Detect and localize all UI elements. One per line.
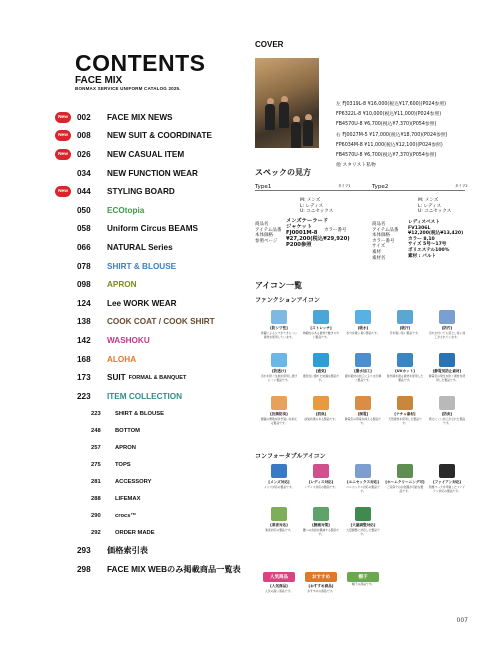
toc-page-number: 034 — [77, 168, 91, 178]
toc-sub-entry[interactable] — [55, 508, 250, 525]
icon-description: 伸縮性のある素材で動きやすい製品です。 — [302, 331, 340, 339]
toc-label: NEW CASUAL ITEM — [107, 149, 185, 159]
icon-cell — [426, 396, 468, 439]
icon-name: [レディス対応] — [308, 480, 334, 484]
toc-entry[interactable] — [55, 560, 250, 579]
icon-name: [大量調整対応] — [350, 523, 376, 527]
cover-item: 他 スタリスト私物 — [336, 163, 376, 169]
toc-label: Uniform Circus BEAMS — [107, 224, 198, 234]
spec-line-text: FV1306L — [408, 225, 431, 231]
function-icon — [271, 396, 287, 410]
function-icon — [355, 507, 371, 521]
toc-label: APRON — [115, 445, 136, 451]
icon-name: [吸水] — [357, 326, 369, 330]
toc-label: NEW FUNCTION WEAR — [107, 168, 198, 178]
icon-name: [ファイアン対応] — [432, 480, 462, 484]
new-badge: New — [55, 130, 71, 141]
function-icon — [271, 464, 287, 478]
size-legend-1 — [300, 198, 333, 215]
toc-label: SUIT — [107, 373, 126, 383]
icon-name: [通気] — [315, 369, 327, 373]
toc-label: SHIRT & BLOUSE — [107, 261, 177, 271]
toc-page-number: 298 — [77, 564, 91, 574]
table-of-contents — [55, 108, 250, 579]
spec-line-text: レディスベスト — [408, 220, 440, 225]
cover-item-list — [336, 100, 448, 171]
function-icon — [271, 310, 287, 324]
function-icon — [439, 310, 455, 324]
toc-entry[interactable] — [55, 182, 250, 201]
icon-description: 静電気の帯電を抑える製品です。 — [344, 417, 382, 425]
icon-cell — [258, 572, 300, 615]
spec-line-text: カラー 8,10 — [408, 236, 435, 242]
toc-entry[interactable] — [55, 368, 250, 387]
icons-heading: アイコン一覧 — [255, 281, 302, 290]
icon-name: [ストレッチ] — [310, 326, 332, 330]
icon-name: [消臭] — [315, 412, 327, 416]
function-icon — [439, 464, 455, 478]
icon-cell — [258, 507, 300, 550]
icon-description: 人気の高い商品です。 — [265, 589, 293, 593]
icon-name: [UVカット] — [395, 369, 415, 373]
function-icon — [313, 353, 329, 367]
function-icon — [355, 310, 371, 324]
toc-label: STYLING BOARD — [107, 187, 175, 197]
toc-entry[interactable] — [55, 331, 250, 350]
spec-line-text: 素材名 — [372, 255, 386, 261]
function-icon — [313, 310, 329, 324]
icon-name: [ホームクリーニング可] — [385, 480, 425, 484]
toc-page-number: 292 — [91, 530, 101, 536]
toc-sub-entry[interactable] — [55, 423, 250, 440]
icon-cell — [342, 507, 384, 550]
toc-page-number: 098 — [77, 280, 91, 290]
icon-description: ご家庭でのお洗濯が可能な製品です。 — [386, 485, 424, 493]
toc-label: 価格索引表 — [107, 546, 148, 556]
badge-grid — [258, 572, 468, 615]
function-icon — [397, 396, 413, 410]
spec-line-text: サイズ 5号〜17号 — [408, 242, 447, 248]
toc-label: BOTTOM — [115, 428, 141, 434]
icon-description: 燃えにくい加工がされた製品です。 — [428, 417, 466, 425]
icon-name: [防汚] — [441, 326, 453, 330]
function-icon — [271, 507, 287, 521]
toc-entry[interactable] — [55, 127, 250, 146]
toc-label: FACE MIX WEBのみ掲載商品一覧表 — [107, 564, 241, 574]
icon-cell — [258, 310, 300, 353]
toc-entry[interactable] — [55, 220, 250, 239]
toc-entry[interactable] — [55, 294, 250, 313]
toc-page-number: 223 — [91, 411, 101, 417]
toc-entry[interactable] — [55, 164, 250, 183]
toc-entry[interactable] — [55, 275, 250, 294]
icon-description: 天然素材を使用した製品です。 — [388, 417, 422, 425]
icon-cell — [300, 507, 342, 550]
icon-cell — [258, 396, 300, 439]
toc-page-number: 078 — [77, 261, 91, 271]
toc-page-number: 257 — [91, 445, 101, 451]
spec-line-text: アイテム品番 — [372, 227, 399, 233]
icon-cell — [342, 310, 384, 353]
icon-description: 水分を吸い易い製品です。 — [346, 331, 380, 335]
spec-line-text: L: レディス — [418, 203, 442, 209]
icon-description: ユニセックス対応の製品です。 — [346, 485, 380, 493]
icon-cell — [342, 353, 384, 396]
toc-suffix: FORMAL & BANQUET — [128, 374, 187, 381]
toc-label: NATURAL Series — [107, 242, 173, 252]
toc-entry[interactable] — [55, 350, 250, 369]
size-legend-2 — [418, 198, 451, 215]
icon-name: [業者対応] — [270, 523, 288, 527]
icon-description: 帽子の商品です。 — [351, 582, 375, 586]
icon-name: [防シワ性] — [270, 326, 288, 330]
toc-page-number: 008 — [77, 131, 91, 141]
spec-line-text: ジャケット — [286, 224, 313, 230]
toc-label: APRON — [107, 280, 137, 290]
cover-heading: COVER — [255, 40, 284, 49]
icon-description: 細菌の繁殖を防ぎ臭いを抑える製品です。 — [260, 417, 298, 425]
icon-cell — [342, 396, 384, 439]
new-badge: New — [55, 112, 71, 123]
spec-line-text: 素材 — [372, 249, 381, 255]
toc-page-number: 288 — [91, 496, 101, 502]
toc-label: SHIRT & BLOUSE — [115, 411, 164, 417]
cover-photo — [255, 58, 319, 148]
toc-label: COOK COAT / COOK SHIRT — [107, 317, 215, 327]
badge-icon: 帽子 — [347, 572, 379, 582]
toc-label: ECOtopia — [107, 205, 145, 215]
icon-cell — [426, 310, 468, 353]
spec-line-text: 本体価格 — [372, 233, 390, 239]
spec-line-text: ¥12,200(税込¥13,420) — [408, 231, 464, 237]
spec-line-text: ポリエステル100% — [408, 247, 450, 253]
spec-heading: スペックの見方 — [255, 168, 311, 177]
icon-cell — [342, 572, 384, 615]
toc-label: LIFEMAX — [115, 496, 141, 502]
icon-name: [ナチュ素材] — [394, 412, 416, 416]
function-icon — [313, 507, 329, 521]
icon-description: 業者対応の製品です。 — [265, 528, 293, 532]
icon-name: [人気商品] — [270, 584, 288, 588]
icon-name: [静電気防止素材] — [432, 369, 462, 373]
spec-line-text: ¥27,200(税込¥29,920) — [286, 236, 350, 242]
spec-line-text: アイテム品番 — [255, 227, 282, 233]
toc-page-number: 290 — [91, 513, 101, 519]
type1-label: Type1 — [255, 184, 272, 190]
spec-line-text: U: ユニセックス — [418, 209, 452, 215]
icon-cell — [426, 353, 468, 396]
toc-sub-entry[interactable] — [55, 457, 250, 474]
toc-entry[interactable] — [55, 257, 250, 276]
function-icon — [355, 353, 371, 367]
toc-sub-entry[interactable] — [55, 525, 250, 542]
toc-page-number: 002 — [77, 112, 91, 122]
icon-cell — [426, 464, 468, 507]
toc-label: ACCESSORY — [115, 479, 152, 485]
spec-line-text: P200参照 — [286, 242, 312, 248]
toc-sub-entry[interactable] — [55, 474, 250, 491]
toc-label: WASHOKU — [107, 335, 150, 345]
toc-sub-entry[interactable] — [55, 491, 250, 508]
new-badge: New — [55, 186, 71, 197]
spec-line-text: M: メンズ — [300, 198, 321, 203]
icon-cell — [300, 396, 342, 439]
type2-values — [408, 220, 463, 259]
toc-page-number: 058 — [77, 224, 91, 234]
toc-sub-entry[interactable] — [55, 406, 250, 423]
cover-item: FB4570U-8 ¥6,700(税込¥7,370)(P054参照) — [336, 122, 437, 128]
toc-page-number: 142 — [77, 335, 91, 345]
icon-name: [防炎] — [441, 412, 453, 416]
spec-divider — [255, 190, 465, 191]
toc-entry[interactable] — [55, 145, 250, 164]
toc-label: crocs™ — [115, 513, 137, 519]
toc-entry[interactable] — [55, 387, 250, 406]
icon-cell — [384, 310, 426, 353]
icon-cell — [384, 353, 426, 396]
spec-line-text: M: メンズ — [418, 198, 439, 203]
icon-description: 洗濯によるシワができにくい素材を使用しています。 — [260, 331, 298, 339]
icon-description: 通気性に優れた快適な製品です。 — [302, 374, 340, 382]
toc-label: ORDER MADE — [115, 530, 155, 536]
icon-description: 汚れを防ぐ生地を使用し透けにくい製品です。 — [260, 374, 298, 382]
toc-label: ALOHA — [107, 354, 137, 364]
icon-name: [抗菌防臭] — [270, 412, 288, 416]
icon-description: 腰への負担を軽減する製品です。 — [302, 528, 340, 536]
type2-fields — [372, 222, 398, 261]
icon-cell — [384, 464, 426, 507]
toc-page-number: 066 — [77, 242, 91, 252]
icon-name: [メンズ対応] — [268, 480, 290, 484]
toc-page-number: 293 — [77, 546, 91, 556]
icon-description: 汗を吸い易い製品です。 — [389, 331, 421, 335]
new-badge: New — [55, 149, 71, 160]
icon-description: 防護ワークを考慮したファイアン対応の製品です。 — [428, 485, 466, 493]
comfort-icons-heading: コンフォータブルアイコン — [255, 454, 326, 460]
toc-page-number: 275 — [91, 462, 101, 468]
cover-item: 右 FJ0027M-5 ¥17,000(税込¥18,700)(P024参照) — [336, 132, 448, 138]
toc-entry[interactable] — [55, 238, 250, 257]
icon-cell — [384, 396, 426, 439]
cover-item: FB4570U-8 ¥6,700(税込¥7,370)(P054参照) — [336, 153, 437, 159]
icon-cell — [300, 353, 342, 396]
comfort-icon-grid — [258, 464, 468, 550]
icon-cell — [300, 464, 342, 507]
type2-label: Type2 — [372, 184, 389, 190]
toc-page-number: 281 — [91, 479, 101, 485]
icon-cell — [342, 464, 384, 507]
function-icon — [397, 310, 413, 324]
icon-description: 汚れが付いても落とし易い加工がされています。 — [428, 331, 466, 339]
icon-cell — [258, 464, 300, 507]
toc-page-number: 223 — [77, 391, 91, 401]
toc-label: Lee WORK WEAR — [107, 298, 177, 308]
toc-page-number: 026 — [77, 149, 91, 159]
icon-name: [制電] — [357, 412, 369, 416]
icon-cell — [258, 353, 300, 396]
function-icons-heading: ファンクションアイコン — [255, 298, 320, 304]
toc-page-number: 173 — [77, 373, 91, 383]
function-icon — [439, 396, 455, 410]
icon-description: 大量調整に対応した製品です。 — [346, 528, 380, 536]
type1-tag: タイプ1 — [338, 184, 351, 188]
spec-line-text: サイズ — [372, 244, 386, 250]
toc-page-number: 050 — [77, 205, 91, 215]
toc-page-number: 044 — [77, 187, 91, 197]
spec-line-text: 商品名 — [372, 222, 386, 227]
function-icon — [355, 464, 371, 478]
cover-item: 左 FJ0319L-8 ¥16,000(税込¥17,600)(P024参照) — [336, 102, 446, 107]
page-number: 007 — [456, 617, 468, 624]
function-icon — [271, 353, 287, 367]
toc-sub-entry[interactable] — [55, 440, 250, 457]
spec-line-text: 参照ページ — [255, 238, 278, 244]
function-icon — [397, 353, 413, 367]
icon-description: 静電気の発生を防ぐ素材を使用した製品です。 — [428, 374, 466, 382]
toc-label: TOPS — [115, 462, 131, 468]
icon-description: 消臭効果のある製品です。 — [304, 417, 338, 421]
icon-description: おすすめの商品です。 — [307, 589, 335, 593]
page-title: CONTENTS — [75, 50, 206, 76]
toc-entry[interactable] — [55, 201, 250, 220]
icon-description: レディス対応の製品です。 — [304, 485, 338, 489]
toc-label: NEW SUIT & COORDINATE — [107, 131, 212, 141]
type1-fields — [255, 222, 281, 244]
toc-page-number: 124 — [77, 298, 91, 308]
toc-label: ITEM COLLECTION — [107, 391, 183, 401]
badge-icon: 人気商品 — [263, 572, 295, 582]
icon-name: [ユニセックス対応] — [347, 480, 379, 484]
spec-line-text: カラー番号 — [372, 238, 395, 244]
toc-entry[interactable] — [55, 313, 250, 332]
function-icon — [355, 396, 371, 410]
icon-name: [腰痛対策] — [312, 523, 330, 527]
icon-description: メンズ対応の製品です。 — [263, 485, 295, 489]
function-icon — [397, 464, 413, 478]
spec-line-text: U: ユニセックス — [300, 209, 334, 215]
toc-entry[interactable] — [55, 108, 250, 127]
cover-item: FP6034M-8 ¥11,000(税込¥12,100)(P024参照) — [336, 142, 443, 148]
icon-cell — [300, 572, 342, 615]
type2-tag: タイプ2 — [455, 184, 468, 188]
icon-name: [防透け] — [271, 369, 287, 373]
icon-description: 撥水素材の加工により水が弾く製品です。 — [344, 374, 382, 382]
toc-label: FACE MIX NEWS — [107, 112, 173, 122]
cover-item: FP6322L-8 ¥10,000(税込¥11,000)(P024参照) — [336, 112, 442, 118]
catalog-name: BONMAX SERVICE UNIFORM CATALOG 2025. — [75, 86, 181, 91]
function-icon — [439, 353, 455, 367]
spec-line-text: L: レディス — [300, 203, 324, 209]
page-subtitle: FACE MIX — [75, 75, 123, 86]
icon-name: [吸汗] — [399, 326, 411, 330]
icon-name: [撥水加工] — [354, 369, 372, 373]
toc-entry[interactable] — [55, 542, 250, 561]
icon-cell — [300, 310, 342, 353]
icon-name: [おすすめ商品] — [308, 584, 334, 588]
toc-page-number: 168 — [77, 354, 91, 364]
function-icon — [313, 464, 329, 478]
function-icon-grid — [258, 310, 468, 439]
toc-page-number: 138 — [77, 317, 91, 327]
spec-line-text: 素材 : パルト — [408, 253, 437, 259]
icon-description: 紫外線を遮る素材を使用した製品です。 — [386, 374, 424, 382]
function-icon — [313, 396, 329, 410]
spec-line-text: メンズテーラード — [286, 218, 329, 224]
type1-color-label: カラー番号 — [324, 228, 347, 233]
spec-line-text: 商品名 — [255, 222, 269, 227]
spec-line-text: 本体価格 — [255, 233, 273, 239]
spec-line-text: FJ0001M-8 — [286, 230, 318, 236]
badge-icon: おすすめ — [305, 572, 337, 582]
toc-page-number: 248 — [91, 428, 101, 434]
